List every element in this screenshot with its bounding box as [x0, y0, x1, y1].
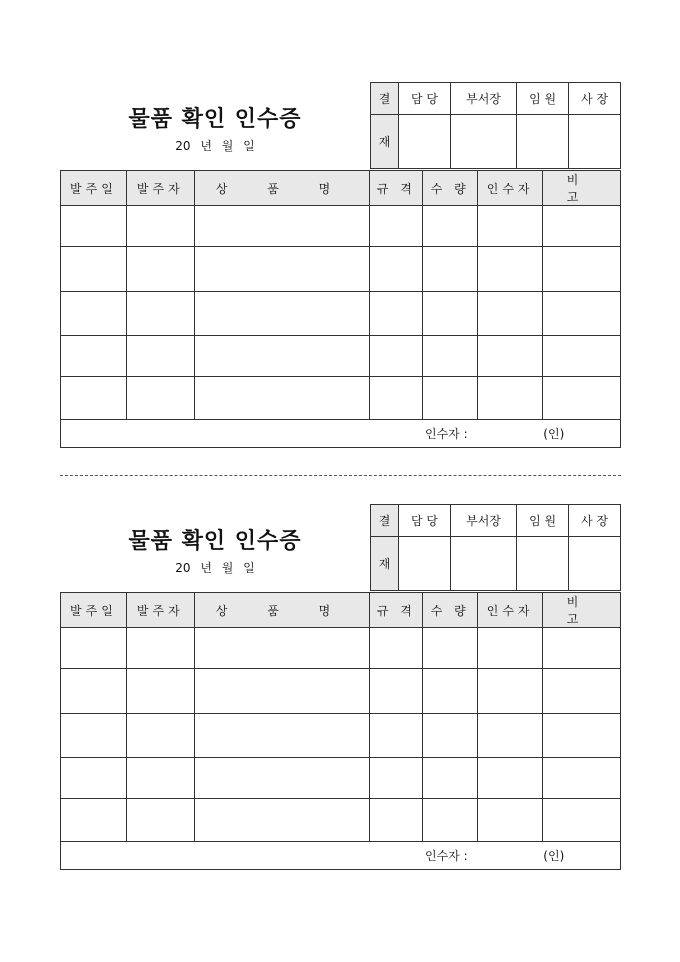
cell[interactable]: [194, 799, 370, 842]
approval-sign-cell[interactable]: [517, 115, 569, 169]
table-row: [61, 292, 621, 336]
table-row: [61, 377, 621, 420]
cell[interactable]: [61, 247, 127, 292]
table-row: [61, 628, 621, 669]
cell[interactable]: [370, 758, 423, 799]
cell[interactable]: [543, 292, 621, 336]
footer-cell[interactable]: [61, 842, 621, 870]
cell[interactable]: [543, 336, 621, 377]
footer-seal: (인): [543, 427, 565, 441]
footer-seal: (인): [543, 849, 565, 863]
date-line: 20 년 월 일: [175, 561, 255, 575]
approval-role-dept-head: 부서장: [450, 83, 516, 115]
cell[interactable]: [370, 336, 423, 377]
cell[interactable]: [194, 336, 370, 377]
col-remarks: 비 고: [543, 171, 621, 206]
items-table: [60, 170, 621, 448]
cell[interactable]: [478, 799, 543, 842]
approval-label-2: 재: [371, 115, 399, 169]
cell[interactable]: [126, 799, 194, 842]
cell[interactable]: [478, 714, 543, 758]
cell[interactable]: [423, 377, 478, 420]
table-row: [61, 247, 621, 292]
approval-role-executive: 임 원: [517, 505, 569, 537]
col-spec: 규 격: [370, 593, 423, 628]
items-table: [60, 592, 621, 870]
cell[interactable]: [370, 247, 423, 292]
cell[interactable]: [61, 669, 127, 714]
cell[interactable]: [423, 292, 478, 336]
footer-row: [61, 420, 621, 448]
cell[interactable]: [126, 377, 194, 420]
footer-receiver-label: 인수자 :: [425, 849, 468, 863]
cell[interactable]: [423, 799, 478, 842]
col-spec: 규 격: [370, 171, 423, 206]
cell[interactable]: [423, 758, 478, 799]
table-header-row: [61, 593, 621, 628]
approval-sign-cell[interactable]: [399, 115, 451, 169]
cell[interactable]: [194, 292, 370, 336]
approval-sign-cell[interactable]: [450, 537, 516, 591]
receipt-form-bottom: [60, 504, 621, 870]
approval-label-2: 재: [371, 537, 399, 591]
cell[interactable]: [478, 758, 543, 799]
cell[interactable]: [61, 206, 127, 247]
footer-receiver-label: 인수자 :: [425, 427, 468, 441]
cell[interactable]: [126, 336, 194, 377]
cell[interactable]: [478, 206, 543, 247]
cell[interactable]: [61, 292, 127, 336]
cell[interactable]: [194, 714, 370, 758]
cell[interactable]: [370, 714, 423, 758]
footer-row: [61, 842, 621, 870]
approval-role-president: 사 장: [569, 83, 621, 115]
approval-role-executive: 임 원: [517, 83, 569, 115]
cell[interactable]: [478, 247, 543, 292]
cell[interactable]: [194, 206, 370, 247]
cell[interactable]: [370, 628, 423, 669]
cut-line: [60, 475, 621, 476]
cell[interactable]: [423, 714, 478, 758]
cell[interactable]: [370, 292, 423, 336]
cell[interactable]: [126, 247, 194, 292]
approval-role-manager: 담 당: [399, 83, 451, 115]
col-order-date: 발주일: [61, 171, 127, 206]
cell[interactable]: [478, 628, 543, 669]
cell[interactable]: [370, 669, 423, 714]
cell[interactable]: [194, 628, 370, 669]
approval-table: [370, 82, 621, 169]
approval-table: [370, 504, 621, 591]
cell[interactable]: [543, 206, 621, 247]
approval-sign-cell[interactable]: [450, 115, 516, 169]
col-product-name: 상 품 명: [194, 593, 370, 628]
approval-role-dept-head: 부서장: [450, 505, 516, 537]
table-row: [61, 799, 621, 842]
cell[interactable]: [126, 758, 194, 799]
table-row: [61, 714, 621, 758]
cell[interactable]: [543, 628, 621, 669]
date-line: 20 년 월 일: [175, 139, 255, 153]
approval-sign-cell[interactable]: [569, 115, 621, 169]
col-receiver: 인수자: [478, 171, 543, 206]
cell[interactable]: [126, 292, 194, 336]
cell[interactable]: [126, 628, 194, 669]
cell[interactable]: [126, 669, 194, 714]
cell[interactable]: [61, 714, 127, 758]
form-title: 물품 확인 인수증: [128, 106, 302, 132]
cell[interactable]: [423, 206, 478, 247]
footer-cell[interactable]: [61, 420, 621, 448]
cell[interactable]: [543, 758, 621, 799]
cell[interactable]: [370, 206, 423, 247]
cell[interactable]: [370, 799, 423, 842]
approval-label-1: 결: [371, 83, 399, 115]
cell[interactable]: [478, 336, 543, 377]
cell[interactable]: [478, 669, 543, 714]
approval-sign-cell[interactable]: [399, 537, 451, 591]
table-row: [61, 336, 621, 377]
table-row: [61, 206, 621, 247]
approval-role-manager: 담 당: [399, 505, 451, 537]
cell[interactable]: [194, 758, 370, 799]
cell[interactable]: [543, 799, 621, 842]
cell[interactable]: [370, 377, 423, 420]
cell[interactable]: [126, 714, 194, 758]
col-quantity: 수 량: [423, 593, 478, 628]
col-quantity: 수 량: [423, 171, 478, 206]
cell[interactable]: [423, 628, 478, 669]
cell[interactable]: [478, 377, 543, 420]
cell[interactable]: [543, 247, 621, 292]
cell[interactable]: [423, 669, 478, 714]
cell[interactable]: [61, 799, 127, 842]
col-orderer: 발주자: [126, 171, 194, 206]
col-product-name: 상 품 명: [194, 171, 370, 206]
approval-sign-cell[interactable]: [569, 537, 621, 591]
form-title: 물품 확인 인수증: [128, 528, 302, 554]
receipt-form-top: [60, 82, 621, 448]
cell[interactable]: [61, 758, 127, 799]
col-remarks: 비 고: [543, 593, 621, 628]
table-row: [61, 669, 621, 714]
col-orderer: 발주자: [126, 593, 194, 628]
approval-label-1: 결: [371, 505, 399, 537]
cell[interactable]: [423, 247, 478, 292]
cell[interactable]: [61, 628, 127, 669]
table-header-row: [61, 171, 621, 206]
approval-sign-cell[interactable]: [517, 537, 569, 591]
cell[interactable]: [61, 336, 127, 377]
cell[interactable]: [194, 377, 370, 420]
cell[interactable]: [478, 292, 543, 336]
cell[interactable]: [543, 377, 621, 420]
cell[interactable]: [194, 669, 370, 714]
col-order-date: 발주일: [61, 593, 127, 628]
cell[interactable]: [194, 247, 370, 292]
cell[interactable]: [126, 206, 194, 247]
approval-role-president: 사 장: [569, 505, 621, 537]
cell[interactable]: [423, 336, 478, 377]
table-row: [61, 758, 621, 799]
cell[interactable]: [543, 714, 621, 758]
cell[interactable]: [61, 377, 127, 420]
col-receiver: 인수자: [478, 593, 543, 628]
cell[interactable]: [543, 669, 621, 714]
